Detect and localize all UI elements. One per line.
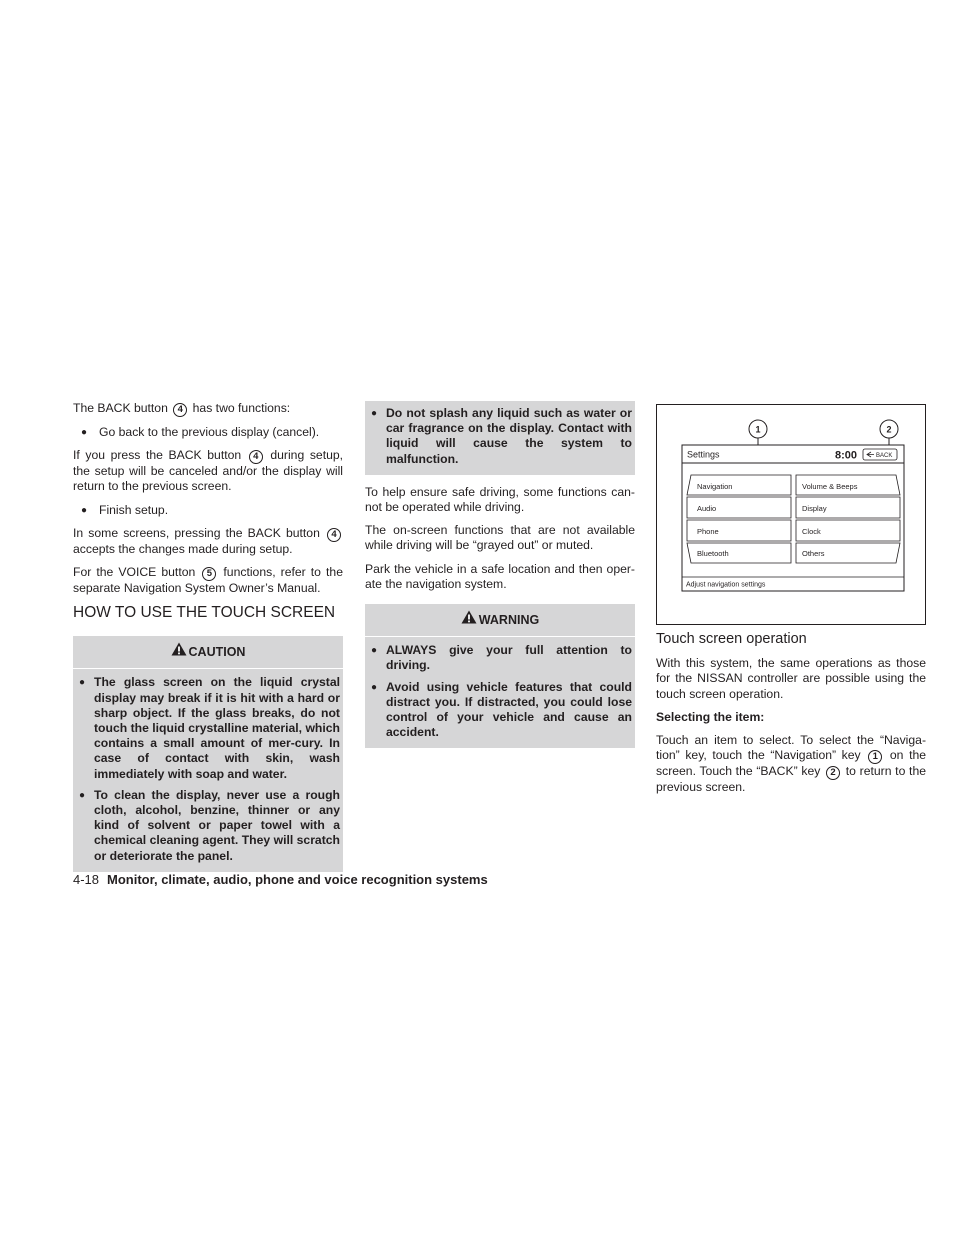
paragraph: [73, 448, 343, 494]
list-item-text: Finish setup.: [99, 502, 169, 517]
warning-title-text: WARNING: [478, 613, 540, 628]
list-item: [73, 503, 343, 518]
divider: [365, 636, 635, 637]
paragraph: With this system, the same operations as those for the NISSAN controller are possible using the touch screen operation.: [656, 656, 926, 701]
warning-item: [368, 680, 632, 741]
touch-screen-illustration: [656, 404, 926, 625]
caution-item-text: The glass screen on the liquid crystal display may break if it is hit with a hard or sharp object. If the glass breaks, do not touch the liquid crystalline material, which contains a small amount of mer-cury. In case of contact with skin, wash immediately with soap and water.: [94, 675, 340, 781]
text: on the screen. Touch the “BACK” key: [656, 748, 927, 779]
caution-item: [76, 675, 340, 781]
callout-number: 5: [202, 567, 216, 581]
settings-screen-drawing: [657, 405, 925, 624]
key-label: Bluetooth: [697, 549, 729, 558]
callout-number: 4: [249, 450, 263, 464]
text: In some screens, pressing the BACK button: [73, 525, 320, 540]
key-label: Audio: [697, 504, 717, 513]
text: functions, refer to the separate Navigation System Owner’s Manual.: [73, 565, 343, 596]
bullet-icon: ●: [371, 408, 378, 419]
caution-box-continued: [365, 401, 635, 475]
paragraph: [73, 565, 343, 596]
paragraph: To help ensure safe driving, some functions can-not be operated while driving.: [365, 484, 635, 515]
page-number: 4-18: [73, 872, 100, 887]
caution-item: [368, 406, 632, 467]
key-label: Others: [802, 549, 825, 558]
key-label: Navigation: [697, 482, 733, 491]
page-footer: [73, 872, 488, 887]
column-1: [73, 401, 343, 882]
text: accepts the changes made during setup.: [73, 541, 293, 556]
screen-time: 8:00: [835, 449, 858, 462]
paragraph: [73, 526, 343, 557]
key-label: Display: [802, 504, 827, 513]
bullet-icon: ●: [79, 789, 86, 801]
paragraph: [73, 401, 343, 417]
caution-title-text: CAUTION: [188, 645, 246, 660]
caution-title: [76, 642, 340, 664]
warning-item-text: Avoid using vehicle features that could distract you. If distracted, you could lose control of your vehicle and cause an accident.: [386, 679, 632, 740]
status-text: Adjust navigation settings: [686, 581, 766, 589]
back-key-label: BACK: [876, 453, 893, 459]
text: has two functions:: [192, 401, 291, 415]
text: The BACK button: [73, 401, 168, 415]
subheading: Selecting the item:: [656, 709, 765, 724]
callout-2-label: 2: [886, 424, 892, 435]
warning-item-text: ALWAYS give your full attention to driving.: [386, 643, 632, 673]
paragraph: Park the vehicle in a safe location and then oper-ate the navigation system.: [365, 561, 635, 591]
key-label: Clock: [802, 527, 821, 536]
callout-number: 4: [327, 528, 341, 542]
callout-number: 4: [173, 403, 187, 417]
divider: [73, 668, 343, 669]
caution-item-text: To clean the display, never use a rough cloth, alcohol, benzine, thinner or any kind of solvent or paper towel with a chemical cleaning agent. They will scratch or deteriorate the panel.: [94, 787, 340, 863]
caution-item-text: Do not splash any liquid such as water or car fragrance on the display. Contact with liquid will cause the system to malfunction.: [386, 406, 632, 466]
column-2: [365, 401, 635, 758]
warning-triangle-icon: [171, 642, 187, 656]
text: For the VOICE button: [73, 565, 196, 580]
list-item: [73, 425, 343, 440]
text: If you press the BACK button: [73, 448, 242, 463]
text: Touch an item to select. To select the “Naviga-tion” key, touch the “Navigation” key: [656, 733, 926, 763]
bullet-icon: ●: [81, 504, 88, 516]
caution-item: [76, 788, 340, 864]
warning-title: [368, 610, 632, 632]
warning-item: [368, 643, 632, 673]
callout-1-label: 1: [755, 424, 761, 435]
chapter-title: Monitor, climate, audio, phone and voice recognition systems: [107, 872, 488, 887]
figure-caption: Touch screen operation: [656, 631, 807, 647]
paragraph: The on-screen functions that are not available while driving will be “grayed out” or muted.: [365, 523, 635, 553]
screen-title: Settings: [687, 449, 720, 460]
key-label: Volume & Beeps: [802, 482, 858, 491]
text: to return to the previous screen.: [656, 764, 927, 795]
bullet-icon: ●: [371, 681, 378, 693]
callout-number: 2: [826, 766, 840, 780]
caution-box: [73, 636, 343, 872]
bullet-icon: ●: [371, 645, 378, 657]
text: during setup, the setup will be canceled and/or the display will return to the previous screen.: [73, 448, 344, 494]
callout-number: 1: [868, 750, 882, 764]
bullet-icon: ●: [81, 427, 88, 438]
section-heading: HOW TO USE THE TOUCH SCREEN: [73, 604, 336, 622]
warning-triangle-icon: [461, 610, 477, 624]
paragraph: [656, 733, 926, 795]
warning-box: [365, 604, 635, 748]
key-label: Phone: [697, 527, 719, 536]
column-3: [656, 401, 926, 803]
bullet-icon: ●: [79, 677, 86, 689]
list-item-text: Go back to the previous display (cancel).: [99, 425, 320, 439]
